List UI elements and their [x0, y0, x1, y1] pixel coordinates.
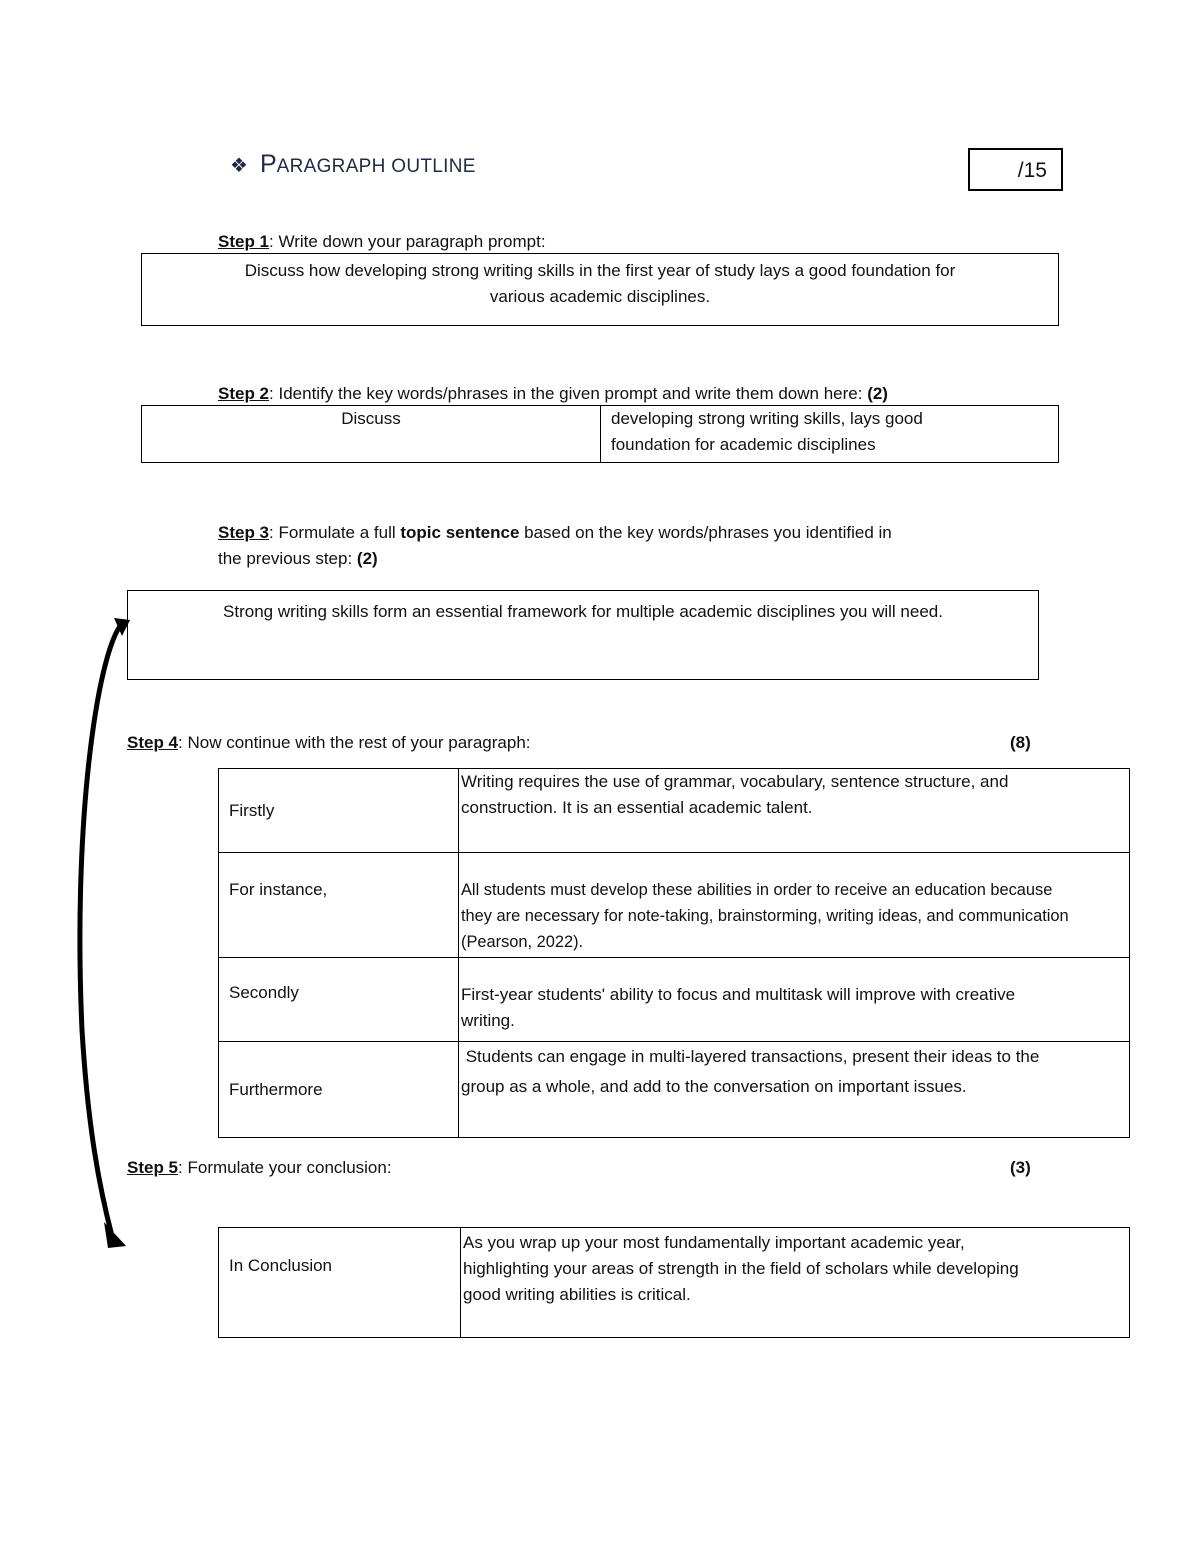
diamond-bullet-icon: ❖ — [230, 155, 248, 177]
score-box — [968, 148, 1063, 191]
step1-prompt-line1: Discuss how developing strong writing skills in the first year of study lays a good foundation for — [244, 261, 956, 280]
step4-connector: Firstly — [229, 800, 275, 820]
step2-keyword1: Discuss — [341, 409, 401, 428]
step3-answer-box — [127, 590, 1039, 680]
step4-content-line: writing. — [461, 1011, 515, 1030]
page-title — [230, 150, 476, 179]
step4-content-line: construction. It is an essential academic talent. — [461, 798, 813, 817]
step2-instruction: : Identify the key words/phrases in the given prompt and write them down here: — [269, 384, 868, 403]
step4-content-line: All students must develop these abilities in order to receive an education because — [461, 881, 1053, 899]
step4-content-cell — [459, 853, 1130, 958]
step4-instruction: : Now continue with the rest of your paragraph: — [178, 733, 531, 752]
step1-prompt-box — [141, 253, 1059, 326]
step3-answer: Strong writing skills form an essential framework for multiple academic disciplines you will need. — [223, 602, 943, 621]
step3-instruction-pre: : Formulate a full — [269, 523, 401, 542]
step4-connector: Secondly — [229, 983, 299, 1002]
step4-content-cell — [459, 769, 1130, 853]
title-first-letter: P — [259, 150, 277, 178]
step4-content-line: they are necessary for note-taking, brainstorming, writing ideas, and communication — [461, 907, 1069, 925]
table-row — [219, 769, 1130, 853]
step5-connector-cell — [219, 1228, 461, 1338]
step4-content-cell — [459, 1042, 1130, 1138]
step5-label: Step 5 — [127, 1158, 179, 1177]
step4-content-line: group as a whole, and add to the conversation on important issues. — [461, 1077, 967, 1096]
step3-points: (2) — [356, 549, 378, 568]
step3-heading — [218, 520, 1018, 572]
step4-connector-cell — [219, 958, 459, 1042]
step4-connector-cell — [219, 769, 459, 853]
step5-content-cell — [461, 1228, 1130, 1338]
step1-instruction: : Write down your paragraph prompt: — [269, 232, 546, 251]
step4-points: (8) — [1010, 733, 1031, 752]
step5-content-line: highlighting your areas of strength in the field of scholars while developing — [463, 1259, 1019, 1278]
step1-prompt-line2: various academic disciplines. — [489, 287, 711, 306]
step4-content-line: Students can engage in multi-layered transactions, present their ideas to the — [461, 1047, 1040, 1066]
step4-connector-cell — [219, 853, 459, 958]
step3-instruction-post: based on the key words/phrases you identified in — [519, 523, 892, 542]
step4-content-line: (Pearson, 2022). — [461, 933, 584, 951]
step1-label: Step 1 — [218, 232, 270, 251]
step3-instruction-bold: topic sentence — [400, 523, 520, 542]
table-row — [219, 1228, 1130, 1338]
step4-content-cell — [459, 958, 1130, 1042]
step4-connector: Furthermore — [229, 1079, 323, 1099]
step5-content-line: As you wrap up your most fundamentally important academic year, — [463, 1233, 965, 1252]
table-row — [219, 958, 1130, 1042]
step2-points: (2) — [867, 384, 888, 403]
step5-instruction: : Formulate your conclusion: — [178, 1158, 392, 1177]
step4-label: Step 4 — [127, 733, 179, 752]
step2-label: Step 2 — [218, 384, 270, 403]
step5-table — [218, 1227, 1130, 1338]
title-rest: ARAGRAPH OUTLINE — [276, 156, 476, 177]
step2-keyword1-cell — [142, 406, 601, 463]
step2-keywords-table — [141, 405, 1059, 463]
step3-instruction-line2: the previous step: — [218, 549, 357, 568]
step4-connector: For instance, — [229, 880, 328, 899]
step1-heading — [218, 229, 546, 255]
step2-keyword2-cell — [601, 406, 1059, 463]
step5-content-line: good writing abilities is critical. — [463, 1285, 691, 1304]
table-row — [219, 1042, 1130, 1138]
step4-table — [218, 768, 1130, 1138]
step2-heading — [218, 381, 888, 407]
step5-heading — [127, 1155, 392, 1181]
step2-keyword2-line2: foundation for academic disciplines — [611, 435, 876, 454]
step2-keyword2-line1: developing strong writing skills, lays good — [611, 409, 923, 428]
score-total: /15 — [1017, 159, 1047, 182]
step4-content-line: First-year students' ability to focus and multitask will improve with creative — [461, 985, 1016, 1004]
step5-points: (3) — [1010, 1158, 1031, 1177]
step4-heading — [127, 730, 531, 756]
step4-content-line: Writing requires the use of grammar, vocabulary, sentence structure, and — [461, 772, 1009, 791]
step4-connector-cell — [219, 1042, 459, 1138]
table-row — [219, 853, 1130, 958]
step5-connector: In Conclusion — [229, 1255, 333, 1275]
step3-label: Step 3 — [218, 523, 270, 542]
